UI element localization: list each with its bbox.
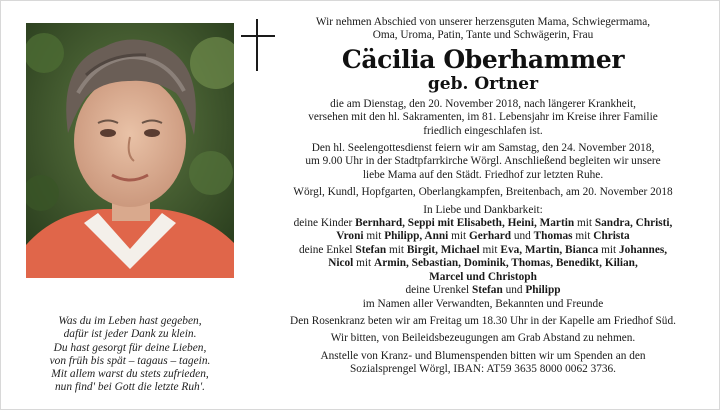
verse-line: nun find' bei Gott die letzte Ruh'. xyxy=(54,381,206,394)
memorial-verse xyxy=(11,315,249,395)
deceased-name: Cäcilia Oberhammer xyxy=(341,44,625,74)
verse-line: von früh bis spät – tagaus – tagein. xyxy=(49,354,211,367)
place-date: Wörgl, Kundl, Hopfgarten, Oberlangkampfen, Breitenbach, am 20. November 2018 xyxy=(293,186,673,199)
verse-line: dafür ist jeder Dank zu klein. xyxy=(63,328,197,341)
portrait-image xyxy=(26,23,234,278)
children-line: deine Kinder Bernhard, Seppi mit Elisabeth, Heini, Martin mit Sandra, Christi, xyxy=(293,217,673,230)
children-line: Vroni mit Philipp, Anni mit Gerhard und Thomas mit Christa xyxy=(336,230,630,243)
verse-line: Du hast gesorgt für deine Lieben, xyxy=(53,341,207,354)
intro-line: Wir nehmen Abschied von unserer herzensguten Mama, Schwiegermama, xyxy=(315,16,651,28)
passing-line: friedlich eingeschlafen ist. xyxy=(423,124,543,137)
verse-line: Mit allem warst du stets zufrieden, xyxy=(51,368,209,381)
grandchildren-line: Nicol mit Armin, Sebastian, Dominik, Thomas, Benedikt, Kilian, xyxy=(328,257,638,270)
grandchildren-line: deine Enkel Stefan mit Birgit, Michael mit Eva, Martin, Bianca mit Johannes, xyxy=(298,243,668,256)
donation-line: Sozialsprengel Wörgl, IBAN: AT59 3635 8000 0062 3736. xyxy=(350,363,616,376)
intro-line: Oma, Uroma, Patin, Tante und Schwägerin, Frau xyxy=(372,29,594,42)
verse-line: Was du im Leben hast gegeben, xyxy=(58,315,202,327)
birth-name: geb. Ortner xyxy=(427,73,539,94)
passing-line: versehen mit den hl. Sakramenten, im 81. Lebensjahr im Kreise ihrer Familie xyxy=(308,111,658,124)
funeral-line: Den hl. Seelengottesdienst feiern wir am Samstag, den 24. November 2018, xyxy=(311,142,655,155)
rosary-line: Den Rosenkranz beten wir am Freitag um 18.30 Uhr in der Kapelle am Friedhof Süd. xyxy=(290,314,676,327)
mourners-heading: In Liebe und Dankbarkeit: xyxy=(423,203,543,216)
condolence-line: Wir bitten, von Beileidsbezeugungen am Grab Abstand zu nehmen. xyxy=(330,332,636,345)
passing-line: die am Dienstag, den 20. November 2018, nach längerer Krankheit, xyxy=(330,97,636,110)
portrait-photo xyxy=(26,23,234,278)
donation-line: Anstelle von Kranz- und Blumenspenden bitten wir um Spenden an den xyxy=(320,349,646,362)
funeral-line: um 9.00 Uhr in der Stadtpfarrkirche Wörgl. Anschließend begleiten wir unsere xyxy=(305,155,661,168)
funeral-line: liebe Mama auf den Städt. Friedhof zur letzten Ruhe. xyxy=(362,168,604,181)
great-grandchildren-line: deine Urenkel Stefan und Philipp xyxy=(405,284,561,297)
notice-text xyxy=(253,16,713,377)
grandchildren-line: Marcel und Christoph xyxy=(429,270,537,283)
relatives-line: im Namen aller Verwandten, Bekannten und Freunde xyxy=(362,297,604,310)
